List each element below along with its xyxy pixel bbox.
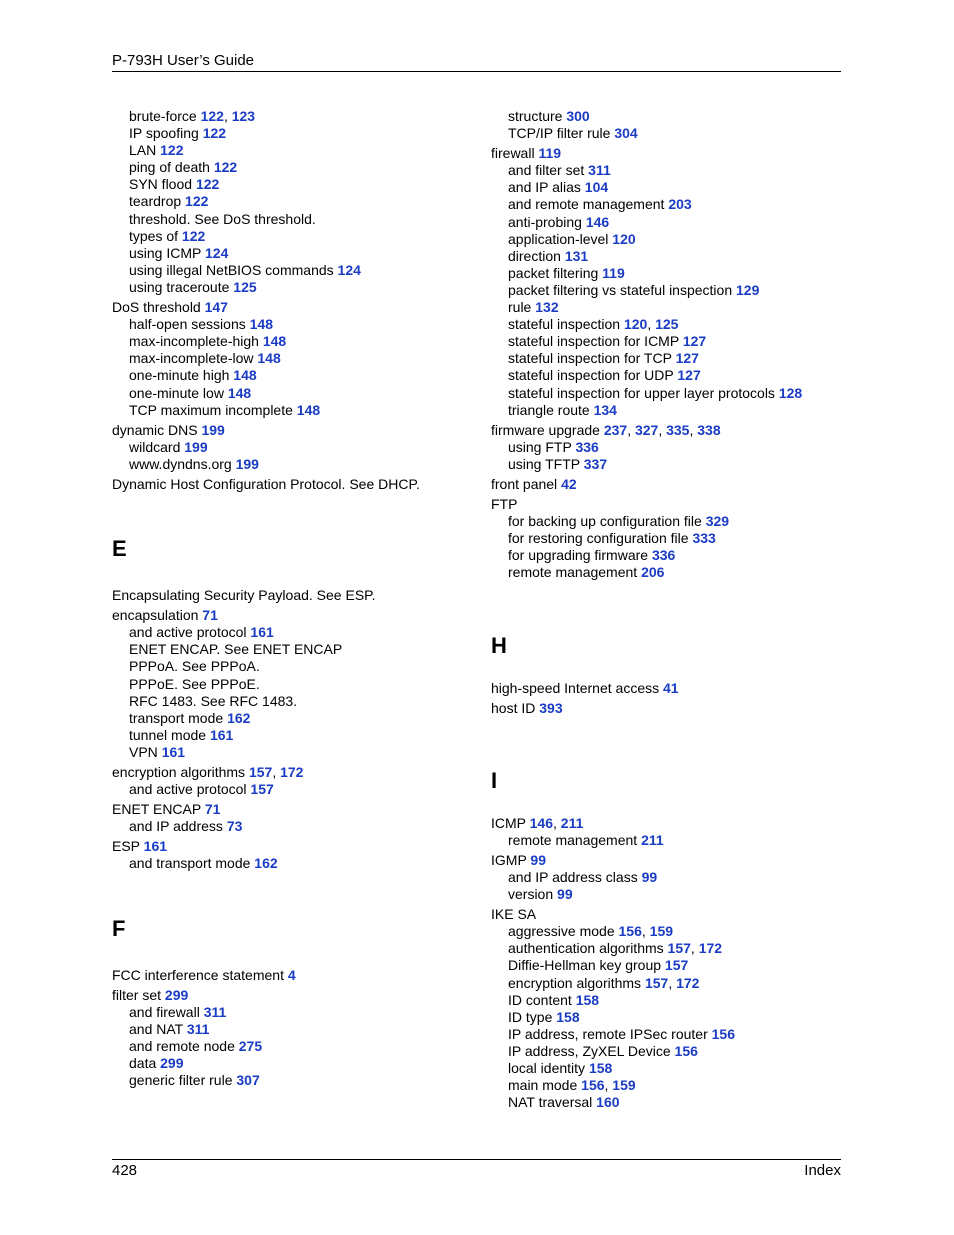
page-link[interactable]: 172 — [280, 764, 304, 780]
page-link[interactable]: 160 — [596, 1094, 620, 1111]
page-link[interactable]: 159 — [612, 1077, 636, 1094]
index-term: main mode — [508, 1077, 578, 1094]
index-entry — [491, 680, 841, 697]
index-entry — [112, 422, 472, 439]
index-subentry: main mode 156, 159 — [508, 1077, 636, 1094]
index-term: PPPoA. See PPPoA. — [129, 658, 260, 675]
page-link[interactable]: 157 — [250, 781, 274, 798]
index-term: rule — [508, 299, 532, 316]
page-link[interactable]: 148 — [227, 384, 252, 401]
index-term: encryption algorithms — [508, 974, 642, 991]
index-column-right — [491, 108, 841, 1111]
index-subentry — [491, 886, 841, 903]
page-link[interactable]: 172 — [676, 974, 700, 991]
index-term: filter set — [112, 986, 162, 1003]
index-subentry — [112, 818, 472, 835]
index-entry — [491, 145, 841, 162]
index-subentry — [112, 710, 472, 727]
index-entry — [112, 476, 472, 493]
index-subentry — [491, 992, 841, 1009]
page-link[interactable]: 99 — [557, 886, 573, 903]
index-term: triangle route — [508, 401, 590, 418]
index-entry — [491, 700, 841, 717]
index-subentry — [112, 316, 472, 333]
page-link[interactable]: 157 — [248, 764, 273, 780]
page-link[interactable]: 123 — [231, 108, 256, 124]
page-link[interactable]: 41 — [663, 679, 679, 696]
page-link[interactable]: 211 — [560, 814, 584, 831]
index-subentry — [491, 299, 841, 316]
index-subentry — [112, 333, 472, 350]
index-term: firmware upgrade — [491, 421, 600, 438]
index-subentry — [112, 211, 472, 228]
page-link[interactable]: 162 — [254, 855, 278, 872]
page-link[interactable]: 122 — [200, 108, 224, 124]
index-term: half-open sessions — [129, 316, 246, 333]
footer-section: Index — [804, 1162, 841, 1179]
page-link[interactable]: 124 — [337, 261, 361, 278]
index-subentry — [491, 108, 841, 125]
index-term: encapsulation — [112, 607, 199, 624]
page-link[interactable]: 275 — [238, 1037, 263, 1054]
index-entry: firmware upgrade 237, 327, 335, 338 — [491, 421, 721, 438]
index-term: one-minute low — [129, 384, 224, 401]
index-term: and IP address — [129, 818, 223, 835]
index-entry — [491, 852, 841, 869]
page-link[interactable]: 122 — [185, 193, 209, 210]
index-subentry — [112, 402, 472, 419]
index-letter-heading: H — [491, 632, 507, 658]
index-term: and NAT — [129, 1020, 183, 1037]
index-term: firewall — [491, 145, 535, 162]
index-subentry — [491, 179, 841, 196]
index-subentry — [491, 564, 841, 581]
index-term: stateful inspection for UDP — [508, 367, 674, 384]
page-link[interactable]: 335 — [666, 421, 690, 438]
index-term: and firewall — [129, 1003, 200, 1020]
index-entry — [112, 967, 472, 984]
page-link[interactable]: 300 — [566, 108, 590, 124]
index-term: Encapsulating Security Payload. See ESP. — [112, 587, 376, 604]
index-term: remote management — [508, 831, 638, 848]
index-entry — [112, 801, 472, 818]
index-subentry — [112, 456, 472, 473]
index-subentry — [491, 248, 841, 265]
index-subentry — [112, 1021, 472, 1038]
index-term: ESP — [112, 838, 140, 855]
index-term: stateful inspection — [508, 316, 621, 333]
page-link[interactable]: 159 — [649, 923, 674, 940]
index-entry — [491, 496, 841, 513]
page-link[interactable]: 148 — [233, 367, 257, 384]
index-term: ENET ENCAP. See ENET ENCAP — [129, 641, 343, 658]
page-link[interactable]: 156 — [711, 1025, 735, 1042]
index-subentry: encryption algorithms 157, 172 — [508, 974, 700, 991]
page-link[interactable]: 120 — [612, 230, 636, 247]
page-link[interactable]: 99 — [530, 851, 546, 868]
index-term: max-incomplete-low — [129, 350, 254, 367]
page-link[interactable]: 125 — [233, 278, 257, 295]
index-letter-heading: F — [112, 915, 126, 941]
page-link[interactable]: 4 — [287, 966, 296, 983]
index-term: VPN — [129, 743, 158, 760]
page-link[interactable]: 299 — [164, 986, 189, 1003]
index-term: Dynamic Host Configuration Protocol. See DHCP. — [112, 475, 420, 492]
index-subentry — [112, 367, 472, 384]
index-subentry — [112, 855, 472, 872]
index-subentry — [491, 265, 841, 282]
index-term: stateful inspection for TCP — [508, 350, 672, 367]
index-term: stateful inspection for ICMP — [508, 333, 679, 350]
index-term: DoS threshold — [112, 299, 201, 316]
page-link[interactable]: 211 — [641, 831, 664, 848]
index-term: packet filtering — [508, 264, 599, 281]
index-subentry: aggressive mode 156, 159 — [508, 923, 674, 940]
index-term: ICMP — [491, 814, 526, 831]
index-term: local identity — [508, 1060, 586, 1077]
page-link[interactable]: 156 — [618, 923, 642, 940]
index-term: application-level — [508, 230, 609, 247]
index-entry — [112, 299, 472, 316]
page-link[interactable]: 311 — [186, 1020, 210, 1037]
index-term: and active protocol — [129, 781, 247, 798]
page-link[interactable]: 337 — [583, 455, 608, 472]
index-subentry — [491, 1043, 841, 1060]
index-subentry — [112, 245, 472, 262]
index-subentry — [491, 1094, 841, 1111]
page-link[interactable]: 237 — [603, 421, 628, 438]
page-link[interactable]: 307 — [236, 1072, 260, 1089]
index-term: www.dyndns.org — [129, 455, 232, 472]
page-link[interactable]: 127 — [677, 367, 701, 384]
index-entry: encryption algorithms 157, 172 — [112, 764, 304, 780]
page-link[interactable]: 122 — [195, 176, 220, 193]
index-term: high-speed Internet access — [491, 679, 660, 696]
index-subentry — [112, 727, 472, 744]
index-term: and IP address class — [508, 869, 638, 885]
index-subentry — [491, 957, 841, 974]
index-term: and remote node — [129, 1037, 235, 1054]
index-subentry — [112, 159, 472, 176]
index-subentry — [491, 385, 841, 402]
index-subentry — [112, 142, 472, 159]
index-term: RFC 1483. See RFC 1483. — [129, 692, 298, 709]
page-link[interactable]: 172 — [698, 940, 723, 957]
index-term: direction — [508, 247, 561, 264]
index-subentry — [112, 641, 472, 658]
page-link[interactable]: 162 — [227, 709, 251, 726]
page-link[interactable]: 158 — [556, 1008, 580, 1025]
page-link[interactable]: 148 — [262, 333, 287, 350]
page-link[interactable]: 304 — [614, 125, 638, 142]
index-term: IP spoofing — [129, 125, 199, 142]
index-subentry — [112, 176, 472, 193]
index-term: and filter set — [508, 162, 585, 179]
page-link[interactable]: 311 — [588, 162, 611, 179]
page-link[interactable]: 161 — [143, 838, 168, 855]
index-term: FCC interference statement — [112, 966, 284, 983]
index-term: authentication algorithms — [508, 940, 664, 957]
index-letter-heading: E — [112, 536, 127, 562]
page-link[interactable]: 71 — [204, 801, 221, 818]
index-term: anti-probing — [508, 213, 582, 230]
page-link[interactable]: 336 — [651, 547, 676, 564]
index-term: using traceroute — [129, 278, 230, 295]
header-rule — [112, 71, 841, 72]
index-subentry: authentication algorithms 157, 172 — [508, 940, 723, 957]
index-term: wildcard — [129, 438, 181, 455]
page-link[interactable]: 127 — [675, 350, 699, 367]
index-entry — [112, 987, 472, 1004]
index-subentry — [491, 513, 841, 530]
index-term: ID type — [508, 1008, 553, 1025]
index-subentry — [112, 228, 472, 245]
page-link[interactable]: 156 — [674, 1042, 698, 1059]
index-term: transport mode — [129, 709, 224, 726]
index-term: Diffie-Hellman key group — [508, 957, 662, 974]
index-term: max-incomplete-high — [129, 333, 259, 350]
index-term: structure — [508, 108, 563, 124]
index-subentry: stateful inspection 120, 125 — [508, 316, 679, 333]
index-subentry — [491, 162, 841, 179]
page-link[interactable]: 71 — [202, 607, 218, 624]
index-term: teardrop — [129, 193, 182, 210]
index-subentry — [491, 196, 841, 213]
index-term: dynamic DNS — [112, 421, 198, 438]
index-subentry — [112, 658, 472, 675]
footer-rule — [112, 1159, 841, 1160]
page-link[interactable]: 73 — [226, 818, 243, 835]
page-link[interactable]: 161 — [250, 624, 274, 641]
page-link[interactable]: 157 — [667, 940, 691, 957]
index-term: IP address, ZyXEL Device — [508, 1042, 671, 1059]
page-link[interactable]: 148 — [249, 316, 273, 333]
page-link[interactable]: 199 — [201, 421, 225, 438]
page-link[interactable]: 148 — [257, 350, 281, 367]
page-link[interactable]: 124 — [205, 244, 229, 261]
index-subentry — [491, 456, 841, 473]
index-term: TCP maximum incomplete — [129, 401, 293, 418]
index-term: for backing up configuration file — [508, 513, 702, 530]
index-term: ping of death — [129, 159, 210, 176]
page-link[interactable]: 129 — [736, 281, 760, 298]
page-link[interactable]: 203 — [668, 196, 692, 213]
index-term: threshold. See DoS threshold. — [129, 210, 316, 227]
page-link[interactable]: 333 — [692, 530, 716, 547]
index-subentry — [491, 367, 841, 384]
page-link[interactable]: 299 — [160, 1055, 184, 1072]
index-subentry — [112, 279, 472, 296]
index-column-left — [112, 108, 472, 1089]
page-link[interactable]: 146 — [585, 213, 610, 230]
index-term: aggressive mode — [508, 923, 615, 940]
index-term: TCP/IP filter rule — [508, 125, 611, 142]
index-entry: ICMP 146, 211 — [491, 814, 584, 831]
index-subentry — [112, 1004, 472, 1021]
index-term: IP address, remote IPSec router — [508, 1025, 708, 1042]
page-link[interactable]: 104 — [584, 179, 609, 196]
index-term: IGMP — [491, 851, 527, 868]
page-number: 428 — [112, 1162, 138, 1179]
page-link[interactable]: 393 — [539, 699, 563, 716]
index-term: types of — [129, 227, 179, 244]
index-subentry: brute-force 122, 123 — [129, 108, 256, 124]
index-term: IKE SA — [491, 906, 537, 923]
index-term: and IP alias — [508, 179, 581, 196]
index-subentry — [491, 1009, 841, 1026]
index-subentry — [112, 744, 472, 761]
page-link[interactable]: 122 — [181, 227, 206, 244]
index-term: tunnel mode — [129, 726, 207, 743]
page-link[interactable]: 134 — [593, 401, 617, 418]
index-term: for upgrading firmware — [508, 547, 649, 564]
index-subentry — [491, 402, 841, 419]
index-subentry — [112, 1072, 472, 1089]
index-subentry — [112, 262, 472, 279]
index-subentry — [491, 282, 841, 299]
page-link[interactable]: 131 — [564, 247, 589, 264]
index-subentry — [491, 1026, 841, 1043]
page-link[interactable]: 157 — [644, 974, 669, 991]
page-link[interactable]: 132 — [535, 299, 559, 316]
index-term: ENET ENCAP — [112, 801, 201, 818]
page-link[interactable]: 122 — [202, 125, 227, 142]
running-header: P-793H User’s Guide — [112, 52, 255, 69]
index-term: data — [129, 1055, 157, 1072]
page-link[interactable]: 206 — [641, 564, 665, 581]
index-term: brute-force — [129, 108, 197, 124]
page-link[interactable]: 147 — [204, 299, 228, 316]
index-subentry — [112, 193, 472, 210]
index-term: PPPoE. See PPPoE. — [129, 675, 260, 692]
index-entry — [112, 587, 472, 604]
page-link[interactable]: 327 — [634, 421, 659, 438]
index-term: using FTP — [508, 438, 572, 455]
index-letter-heading: I — [491, 767, 498, 793]
index-entry — [112, 838, 472, 855]
page-link[interactable]: 338 — [697, 421, 721, 438]
index-subentry — [491, 1060, 841, 1077]
index-term: FTP — [491, 496, 518, 513]
index-term: using ICMP — [129, 244, 202, 261]
index-subentry — [112, 385, 472, 402]
index-subentry — [112, 781, 472, 798]
index-term: version — [508, 886, 554, 903]
page-link[interactable]: 120 — [623, 316, 648, 333]
index-subentry — [491, 125, 841, 142]
page-link[interactable]: 119 — [602, 264, 625, 281]
index-subentry — [112, 125, 472, 142]
index-term: host ID — [491, 699, 536, 716]
index-term: using TFTP — [508, 455, 580, 472]
index-term: for restoring configuration file — [508, 530, 689, 547]
index-subentry — [112, 624, 472, 641]
page-link[interactable]: 146 — [529, 814, 553, 831]
index-subentry — [112, 439, 472, 456]
index-term: ID content — [508, 991, 572, 1008]
page-link[interactable]: 161 — [161, 743, 186, 760]
index-subentry — [491, 333, 841, 350]
index-entry — [491, 906, 841, 923]
page-link[interactable]: 122 — [160, 142, 184, 159]
page-link[interactable]: 199 — [235, 455, 259, 472]
index-term: and active protocol — [129, 624, 247, 641]
index-term: encryption algorithms — [112, 764, 246, 780]
index-term: remote management — [508, 564, 638, 581]
index-entry — [491, 476, 841, 493]
index-subentry — [112, 1038, 472, 1055]
index-term: stateful inspection for upper layer protocols — [508, 384, 775, 401]
index-subentry — [491, 439, 841, 456]
index-subentry — [491, 869, 841, 886]
page-link[interactable]: 158 — [575, 991, 600, 1008]
page-link[interactable]: 156 — [581, 1077, 605, 1094]
page-link[interactable]: 128 — [778, 384, 803, 401]
index-term: using illegal NetBIOS commands — [129, 261, 334, 278]
page-link[interactable]: 42 — [561, 475, 577, 492]
index-subentry — [491, 214, 841, 231]
index-term: packet filtering vs stateful inspection — [508, 281, 733, 298]
index-subentry — [112, 676, 472, 693]
index-subentry — [112, 693, 472, 710]
index-subentry — [491, 832, 841, 849]
index-entry — [112, 607, 472, 624]
page-link[interactable]: 148 — [296, 401, 321, 418]
index-term: one-minute high — [129, 367, 230, 384]
index-term: NAT traversal — [508, 1094, 593, 1111]
page-link[interactable]: 125 — [655, 316, 679, 333]
page-link[interactable]: 99 — [641, 869, 658, 885]
index-term: generic filter rule — [129, 1072, 233, 1089]
index-subentry — [491, 231, 841, 248]
index-term: and remote management — [508, 196, 665, 213]
index-term: LAN — [129, 142, 157, 159]
page-link[interactable]: 157 — [664, 957, 689, 974]
page-link[interactable]: 122 — [213, 159, 238, 176]
index-subentry — [112, 350, 472, 367]
index-subentry — [491, 530, 841, 547]
page-link[interactable]: 158 — [588, 1060, 613, 1077]
page-link[interactable]: 127 — [682, 333, 707, 350]
page-link[interactable]: 119 — [538, 145, 562, 162]
index-term: and transport mode — [129, 855, 251, 872]
index-term: front panel — [491, 475, 558, 492]
page-link[interactable]: 329 — [705, 513, 730, 530]
index-subentry — [491, 350, 841, 367]
index-subentry — [112, 1055, 472, 1072]
page-link[interactable]: 311 — [203, 1003, 227, 1020]
index-term: SYN flood — [129, 176, 193, 193]
page-link[interactable]: 161 — [209, 726, 234, 743]
page-link[interactable]: 336 — [575, 438, 599, 455]
index-subentry — [491, 547, 841, 564]
page-link[interactable]: 199 — [184, 438, 208, 455]
